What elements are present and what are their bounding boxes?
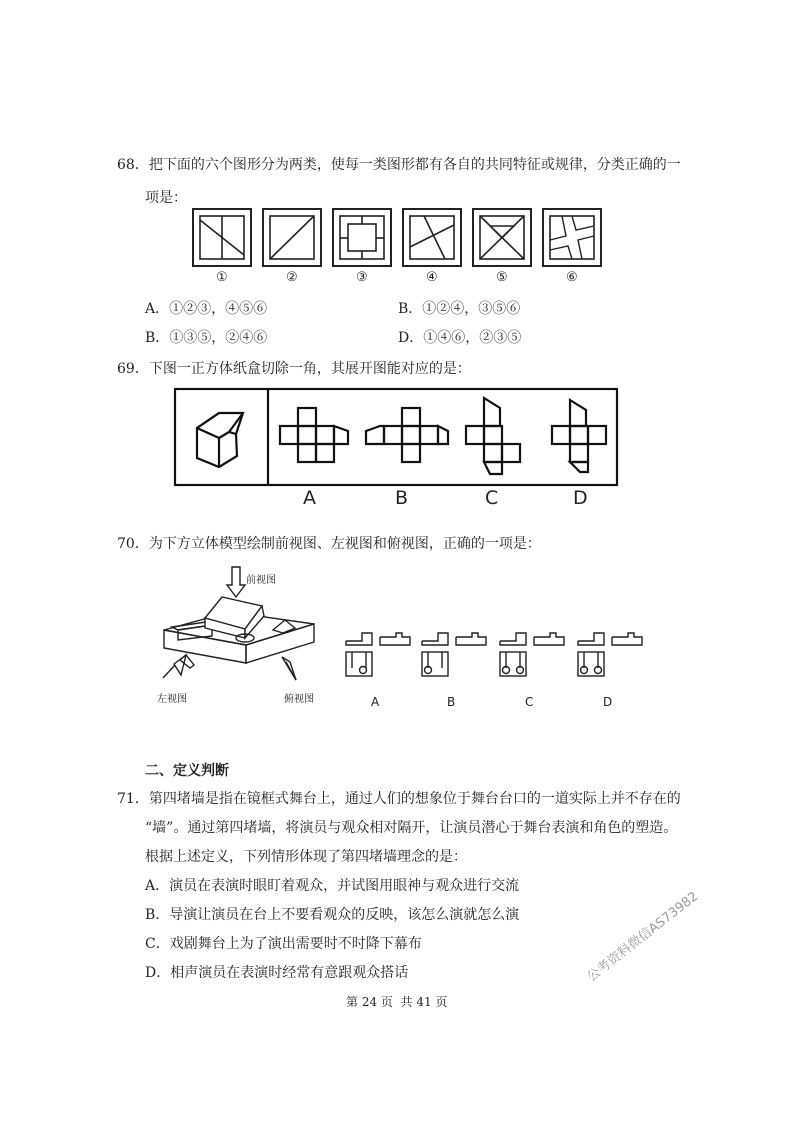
q71-line3: 根据上述定义，下列情形体现了第四堵墙理念的是： <box>145 849 467 865</box>
q71-option-d[interactable]: D．相声演员在表演时经常有意跟观众搭话 <box>145 965 409 981</box>
page-footer: 第 24 页 共 41 页 <box>346 995 448 1009</box>
q69-label-b[interactable]: B <box>395 487 409 509</box>
q68-fig-label-6: ⑥ <box>566 270 578 285</box>
q68-fig-label-1: ① <box>216 270 228 285</box>
q68-option-b[interactable]: B．①②④，③⑤⑥ <box>398 301 521 317</box>
q70-top-view-label: 俯视图 <box>284 694 314 705</box>
q69-label-d[interactable]: D <box>573 487 588 509</box>
q68-fig-label-5: ⑤ <box>496 270 508 285</box>
q70-left-view-label: 左视图 <box>157 694 187 705</box>
q68-stem-line1: 68．把下面的六个图形分为两类，使每一类图形都有各自的共同特征或规律，分类正确的一 <box>117 157 681 173</box>
q70-label-c[interactable]: C <box>525 695 534 709</box>
q68-option-a[interactable]: A．①②③，④⑤⑥ <box>145 301 268 317</box>
q68-option-d[interactable]: D．①④⑥，②③⑤ <box>398 330 522 346</box>
q69-label-a[interactable]: A <box>303 487 316 509</box>
q71-option-b[interactable]: B．导演让演员在台上不要看观众的反映，该怎么演就怎么演 <box>145 907 520 923</box>
q68-fig-label-4: ④ <box>426 270 438 285</box>
q71-option-c[interactable]: C．戏剧舞台上为了演出需要时不时降下幕布 <box>145 936 422 952</box>
q70-label-b[interactable]: B <box>447 695 456 709</box>
q71-option-a[interactable]: A．演员在表演时眼盯着观众，并试图用眼神与观众进行交流 <box>145 878 520 894</box>
q70-label-d[interactable]: D <box>603 695 613 709</box>
q68-fig-label-2: ② <box>286 270 298 285</box>
q68-option-c[interactable]: B．①③⑤，②④⑥ <box>145 330 268 346</box>
q68-stem-line2: 项是： <box>145 190 187 206</box>
section-title: 二、定义判断 <box>145 763 229 779</box>
q69-label-c[interactable]: C <box>485 487 499 509</box>
q71-line1: 71．第四堵墙是指在镜框式舞台上，通过人们的想象位于舞台台口的一道实际上并不存在的 <box>117 791 681 807</box>
q70-label-a[interactable]: A <box>371 695 380 709</box>
q68-fig-label-3: ③ <box>356 270 368 285</box>
watermark: 公考资料微信AS73982 <box>584 889 702 985</box>
q70-option-drawings <box>346 633 642 676</box>
q70-stem: 70．为下方立体模型绘制前视图、左视图和俯视图，正确的一项是： <box>117 536 541 552</box>
q71-line2: “墙”。通过第四堵墙，将演员与观众相对隔开，让演员潜心于舞台表演和角色的塑造。 <box>145 820 678 836</box>
q70-front-view-label: 前视图 <box>246 575 276 586</box>
q69-stem: 69．下图一正方体纸盒切除一角，其展开图能对应的是： <box>117 361 471 377</box>
